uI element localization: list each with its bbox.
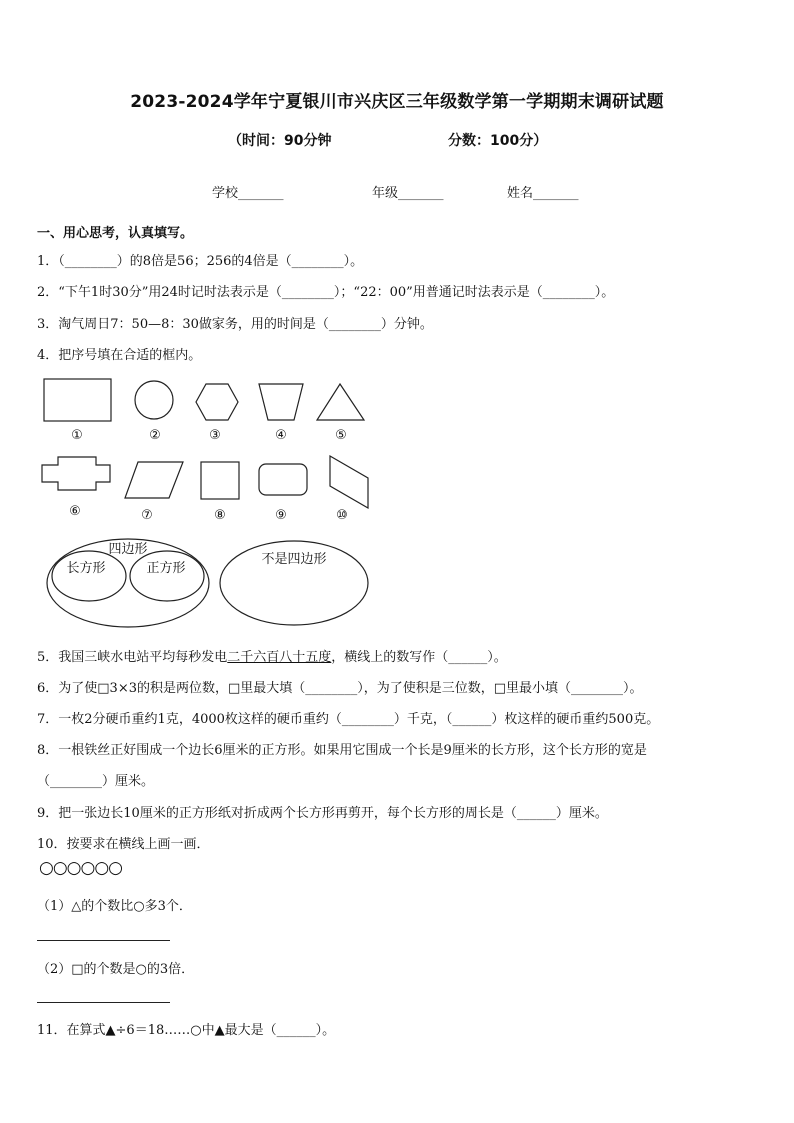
question-1: 1．（________）的8倍是56；256的4倍是（________）。 [37,254,364,269]
shape-label: ④ [275,428,287,443]
grade-field[interactable]: 年级_______ [372,186,444,201]
question-5-text: 5．我国三峡水电站平均每秒发电 [37,650,228,665]
question-5-underlined: 二千六百八十五度 [227,650,332,665]
question-9: 9．把一张边长10厘米的正方形纸对折成两个长方形再剪开，每个长方形的周长是（______）厘米。 [37,806,608,821]
venn-square [130,551,204,601]
shape-cross [42,457,110,490]
time-info: （时间：90分钟 [228,133,332,149]
question-3: 3．淘气周日7：50—8：30做家务，用的时间是（________）分钟。 [37,317,433,332]
shape-label: ⑨ [275,508,287,523]
shape-rounded-rectangle [259,464,307,495]
question-6: 6．为了使□3×3的积是两位数，□里最大填（________），为了使积是三位数，□里最小填（________）。 [37,681,643,696]
shape-label: ⑤ [335,428,347,443]
question-4: 4．把序号填在合适的框内。 [37,348,202,363]
shape-label: ⑩ [336,508,348,523]
question-10-part-2: （2）□的个数是○的3倍． [37,962,195,977]
shape-square [201,462,239,499]
score-info: 分数：100分） [448,133,548,149]
venn-rectangle [52,551,126,601]
question-10: 10．按要求在横线上画一画． [37,837,210,852]
shape-triangle [317,384,364,420]
question-11: 11．在算式▲÷6＝18……○中▲最大是（______）。 [37,1023,336,1038]
answer-line[interactable] [37,940,170,941]
subtitle [228,130,588,150]
name-field[interactable]: 姓名_______ [507,186,579,201]
shape-label: ③ [209,428,221,443]
shape-label: ⑥ [69,504,81,519]
shape-label: ⑦ [141,508,153,523]
venn-label-square: 正方形 [146,561,186,576]
shape-trapezoid [259,384,303,420]
page-title: 2023-2024学年宁夏银川市兴庆区三年级数学第一学期期末调研试题 [130,92,664,112]
shape-rectangle [44,379,111,421]
shape-label: ⑧ [214,508,226,523]
shape-label: ② [149,428,161,443]
venn-label-rectangle: 长方形 [66,561,106,576]
shape-label: ① [71,428,83,443]
venn-label-quadrilateral: 四边形 [108,542,148,557]
shape-rhombus [330,456,368,508]
circles-row: ○○○○○○ [39,858,123,878]
question-7: 7．一枚2分硬币重约1克，4000枚这样的硬币重约（________）千克，（______）枚这样的硬币重约500克。 [37,712,660,727]
shape-parallelogram [125,462,183,498]
shape-hexagon [196,384,238,420]
question-8-continued: （________）厘米。 [37,774,155,789]
question-10-part-1: （1）△的个数比○多3个． [37,899,192,914]
shapes-figure [0,370,794,630]
question-8: 8．一根铁丝正好围成一个边长6厘米的正方形。如果用它围成一个长是9厘米的长方形，这个长方形的宽是 [37,743,647,758]
school-field[interactable]: 学校_______ [212,186,284,201]
question-2: 2．“下午1时30分”用24时记时法表示是（________）；“22：00”用普通记时法表示是（________）。 [37,285,615,300]
section-heading: 一、用心思考，认真填写。 [37,226,194,241]
shape-circle [135,381,173,419]
venn-label-not-quadrilateral: 不是四边形 [261,552,327,567]
answer-line[interactable] [37,1002,170,1003]
question-5 [37,646,507,665]
question-5-text-end: ，横线上的数写作（______）。 [331,650,507,665]
